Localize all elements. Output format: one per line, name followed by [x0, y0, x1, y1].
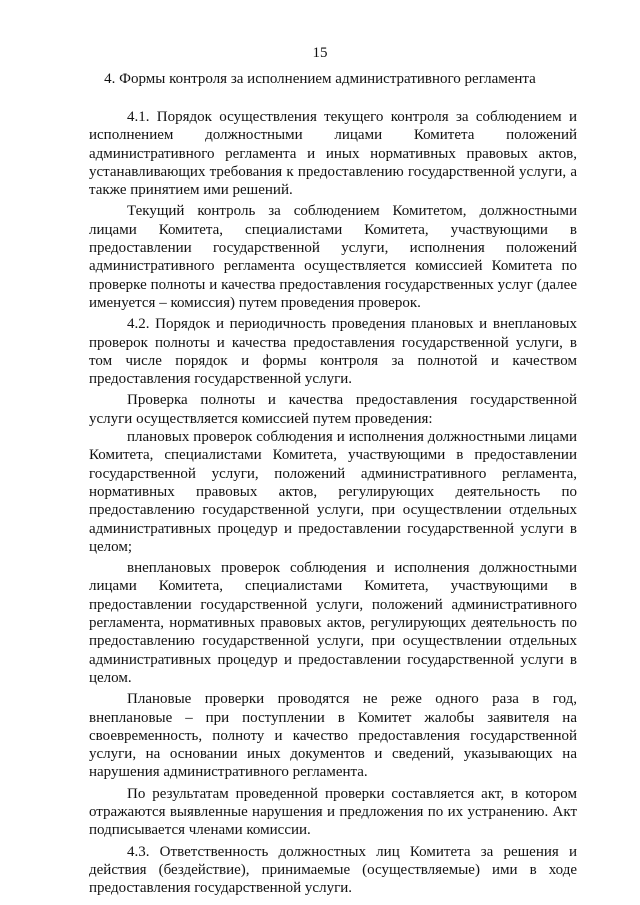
paragraph-4-2-heading: 4.2. Порядок и периодичность проведения плановых и внеплановых проверок полноты и качества предоставления государственной услуги, в том числе порядок и формы контроля за полнотой и качеством предоставления государственной услуги. [89, 316, 577, 388]
paragraph-unplanned-inspections: внеплановых проверок соблюдения и исполнения должностными лицами Комитета, специалистами Комитета, участвующими в предоставлении государственной услуги, положений административного регламента, нормативных правовых актов, регулирующих деятельность по предоставлению государственной услуги, при осуществлении отдельных административных процедур и предоставлении государственной услуги в целом. [89, 560, 577, 686]
paragraph-current-control: Текущий контроль за соблюдением Комитетом, должностными лицами Комитета, специалистами Комитета, участвующими в предоставлении государственной услуги, исполнения положений административного регламента осуществляется комиссией Комитета по проверке полноты и качества предоставления государственных услуг (далее именуется – комиссия) путем проведения проверок. [89, 203, 577, 311]
page-number: 15 [312, 45, 328, 61]
paragraph-planned-inspections: плановых проверок соблюдения и исполнения должностными лицами Комитета, специалистами Комитета, участвующими в предоставлении государственной услуги, положений административного регламента, нормативных правовых актов, регулирующих деятельность по предоставлению государственной услуги, при осуществлении отдельных административных процедур и предоставлении государственной услуги в целом; [89, 429, 577, 555]
paragraph-inspection-frequency: Плановые проверки проводятся не реже одного раза в год, внеплановые – при поступлении в Комитет жалобы заявителя на своевременность, полноту и качество предоставления государственной услуги, на основании иных документов и сведений, указывающих на нарушения административного регламента. [89, 691, 577, 781]
paragraph-inspection-intro: Проверка полноты и качества предоставления государственной услуги осуществляется комиссией путем проведения: [89, 392, 577, 427]
section-title: 4. Формы контроля за исполнением административного регламента [104, 71, 536, 87]
paragraph-inspection-act: По результатам проведенной проверки составляется акт, в котором отражаются выявленные нарушения и предложения по их устранению. Акт подписывается членами комиссии. [89, 785, 577, 839]
paragraph-4-3-heading: 4.3. Ответственность должностных лиц Комитета за решения и действия (бездействие), принимаемые (осуществляемые) ими в ходе предоставления государственной услуги. [89, 843, 577, 897]
document-body [89, 108, 577, 897]
paragraph-4-1-heading: 4.1. Порядок осуществления текущего контроля за соблюдением и исполнением должностными лицами Комитета положений административного регламента и иных нормативных правовых актов, устанавливающих требования к предоставлению государственной услуги, а также принятием ими решений. [89, 109, 577, 199]
